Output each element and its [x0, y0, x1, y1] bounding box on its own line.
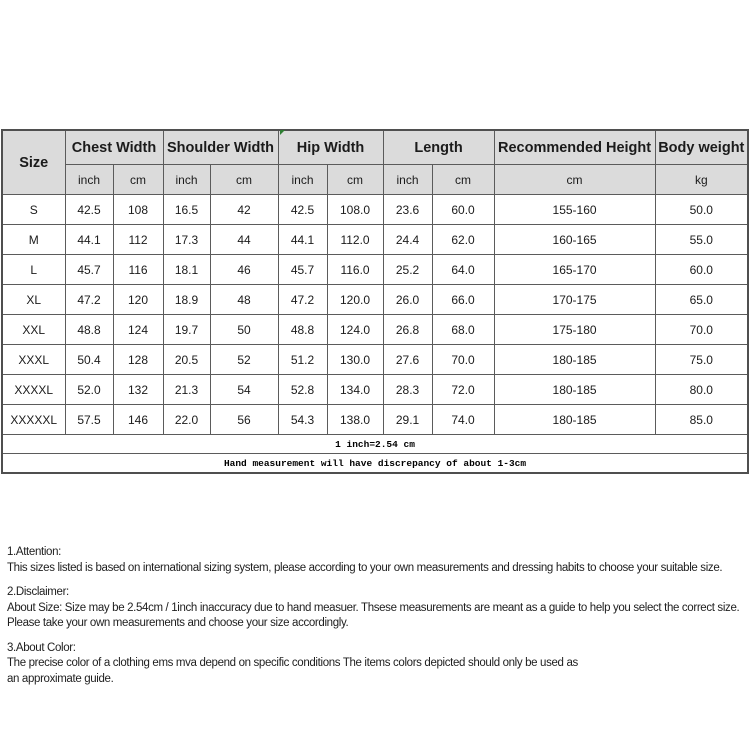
- about-color-text-line2: an approximate guide.: [7, 672, 114, 685]
- cell-length-cm: 60.0: [432, 195, 494, 225]
- table-row: [2, 225, 748, 255]
- table-note-row: [2, 454, 748, 474]
- table-row: [2, 315, 748, 345]
- cell-hip-inch: 45.7: [278, 255, 327, 285]
- cell-chest-cm: 116: [113, 255, 163, 285]
- unit-shoulder-cm: cm: [210, 165, 278, 195]
- cell-weight: 80.0: [655, 375, 748, 405]
- cell-hip-cm: 108.0: [327, 195, 383, 225]
- cell-height: 155-160: [494, 195, 655, 225]
- cell-chest-cm: 146: [113, 405, 163, 435]
- cell-shoulder-cm: 48: [210, 285, 278, 315]
- cell-length-cm: 64.0: [432, 255, 494, 285]
- header-length: Length: [383, 130, 494, 165]
- cell-hip-cm: 134.0: [327, 375, 383, 405]
- cell-length-inch: 24.4: [383, 225, 432, 255]
- cell-hip-cm: 130.0: [327, 345, 383, 375]
- about-color-text-line1: The precise color of a clothing ems mva depend on specific conditions The items colors depicted should only be used as: [7, 657, 578, 669]
- unit-hip-inch: inch: [278, 165, 327, 195]
- cell-size: XL: [2, 285, 65, 315]
- table-row: [2, 285, 748, 315]
- cell-chest-cm: 132: [113, 375, 163, 405]
- cell-shoulder-inch: 20.5: [163, 345, 210, 375]
- about-color-section: [7, 641, 747, 688]
- about-color-heading: 3.About Color:: [7, 641, 76, 654]
- table-unit-row: [2, 165, 748, 195]
- cell-shoulder-cm: 54: [210, 375, 278, 405]
- cell-weight: 75.0: [655, 345, 748, 375]
- cell-shoulder-inch: 21.3: [163, 375, 210, 405]
- disclaimer-text-line1: About Size: Size may be 2.54cm / 1inch inaccuracy due to hand measuer. Thsese measurements are meant as a guide to help you select the correct size.: [7, 601, 740, 614]
- unit-chest-cm: cm: [113, 165, 163, 195]
- table-row: [2, 345, 748, 375]
- cell-hip-cm: 112.0: [327, 225, 383, 255]
- cell-chest-inch: 57.5: [65, 405, 113, 435]
- cell-size: XXXXL: [2, 375, 65, 405]
- cell-weight: 65.0: [655, 285, 748, 315]
- cell-hip-inch: 44.1: [278, 225, 327, 255]
- cell-shoulder-inch: 22.0: [163, 405, 210, 435]
- attention-text: This sizes listed is based on international sizing system, please according to your own measurements and dressing habits to choose your suitable size.: [7, 561, 723, 574]
- size-chart-table: [1, 129, 749, 474]
- cell-hip-inch: 47.2: [278, 285, 327, 315]
- cell-length-inch: 29.1: [383, 405, 432, 435]
- note-inch-conversion: 1 inch=2.54 cm: [2, 435, 748, 454]
- cell-length-cm: 72.0: [432, 375, 494, 405]
- cell-length-inch: 27.6: [383, 345, 432, 375]
- cell-size: L: [2, 255, 65, 285]
- cell-weight: 50.0: [655, 195, 748, 225]
- cell-chest-inch: 45.7: [65, 255, 113, 285]
- attention-section: [7, 545, 747, 576]
- cell-hip-inch: 48.8: [278, 315, 327, 345]
- cell-chest-cm: 128: [113, 345, 163, 375]
- cell-length-inch: 26.8: [383, 315, 432, 345]
- cell-hip-cm: 138.0: [327, 405, 383, 435]
- cell-weight: 85.0: [655, 405, 748, 435]
- cell-chest-inch: 48.8: [65, 315, 113, 345]
- table-row: [2, 195, 748, 225]
- cell-hip-inch: 52.8: [278, 375, 327, 405]
- cell-chest-inch: 47.2: [65, 285, 113, 315]
- cell-height: 180-185: [494, 345, 655, 375]
- table-note-row: [2, 435, 748, 454]
- unit-length-cm: cm: [432, 165, 494, 195]
- cell-chest-inch: 50.4: [65, 345, 113, 375]
- table-row: [2, 255, 748, 285]
- header-hip-width: Hip Width: [278, 130, 383, 165]
- header-shoulder-width: Shoulder Width: [163, 130, 278, 165]
- table-row: [2, 405, 748, 435]
- cell-shoulder-inch: 16.5: [163, 195, 210, 225]
- header-body-weight: Body weight: [655, 130, 748, 165]
- cell-height: 175-180: [494, 315, 655, 345]
- cell-chest-inch: 42.5: [65, 195, 113, 225]
- cell-weight: 55.0: [655, 225, 748, 255]
- cell-height: 165-170: [494, 255, 655, 285]
- cell-weight: 70.0: [655, 315, 748, 345]
- disclaimer-text-line2: Please take your own measurements and choose your size accordingly.: [7, 617, 349, 629]
- cell-size: XXL: [2, 315, 65, 345]
- disclaimer-section: [7, 585, 747, 632]
- cell-size: XXXXXL: [2, 405, 65, 435]
- cell-shoulder-cm: 42: [210, 195, 278, 225]
- table-row: [2, 375, 748, 405]
- unit-length-inch: inch: [383, 165, 432, 195]
- cell-length-inch: 23.6: [383, 195, 432, 225]
- cell-chest-cm: 120: [113, 285, 163, 315]
- cell-height: 170-175: [494, 285, 655, 315]
- cell-length-inch: 25.2: [383, 255, 432, 285]
- unit-chest-inch: inch: [65, 165, 113, 195]
- notes-block: [7, 545, 747, 696]
- cell-hip-cm: 120.0: [327, 285, 383, 315]
- disclaimer-heading: 2.Disclaimer:: [7, 586, 69, 598]
- cell-length-cm: 66.0: [432, 285, 494, 315]
- cell-chest-inch: 44.1: [65, 225, 113, 255]
- cell-shoulder-cm: 44: [210, 225, 278, 255]
- cell-shoulder-cm: 52: [210, 345, 278, 375]
- cell-shoulder-cm: 46: [210, 255, 278, 285]
- cell-length-cm: 62.0: [432, 225, 494, 255]
- header-size: Size: [2, 130, 65, 195]
- unit-weight-kg: kg: [655, 165, 748, 195]
- cell-size: XXXL: [2, 345, 65, 375]
- cell-hip-cm: 116.0: [327, 255, 383, 285]
- cell-weight: 60.0: [655, 255, 748, 285]
- cell-shoulder-inch: 18.9: [163, 285, 210, 315]
- cell-chest-cm: 124: [113, 315, 163, 345]
- cell-shoulder-inch: 18.1: [163, 255, 210, 285]
- table-header-row: [2, 130, 748, 165]
- unit-hip-cm: cm: [327, 165, 383, 195]
- cell-length-cm: 68.0: [432, 315, 494, 345]
- cell-height: 160-165: [494, 225, 655, 255]
- header-recommended-height: Recommended Height: [494, 130, 655, 165]
- cell-chest-cm: 112: [113, 225, 163, 255]
- cell-height: 180-185: [494, 405, 655, 435]
- cell-height: 180-185: [494, 375, 655, 405]
- cell-hip-inch: 51.2: [278, 345, 327, 375]
- header-chest-width: Chest Width: [65, 130, 163, 165]
- cell-size: M: [2, 225, 65, 255]
- cell-hip-inch: 42.5: [278, 195, 327, 225]
- cell-length-cm: 74.0: [432, 405, 494, 435]
- cell-chest-cm: 108: [113, 195, 163, 225]
- unit-shoulder-inch: inch: [163, 165, 210, 195]
- cell-hip-inch: 54.3: [278, 405, 327, 435]
- cell-shoulder-cm: 50: [210, 315, 278, 345]
- unit-height-cm: cm: [494, 165, 655, 195]
- cell-shoulder-inch: 19.7: [163, 315, 210, 345]
- cell-shoulder-inch: 17.3: [163, 225, 210, 255]
- cell-length-inch: 26.0: [383, 285, 432, 315]
- cell-chest-inch: 52.0: [65, 375, 113, 405]
- attention-heading: 1.Attention:: [7, 546, 61, 558]
- cell-size: S: [2, 195, 65, 225]
- cell-corner-marker: [280, 130, 285, 135]
- cell-shoulder-cm: 56: [210, 405, 278, 435]
- cell-hip-cm: 124.0: [327, 315, 383, 345]
- cell-length-cm: 70.0: [432, 345, 494, 375]
- cell-length-inch: 28.3: [383, 375, 432, 405]
- note-measurement-discrepancy: Hand measurement will have discrepancy of about 1-3cm: [2, 454, 748, 474]
